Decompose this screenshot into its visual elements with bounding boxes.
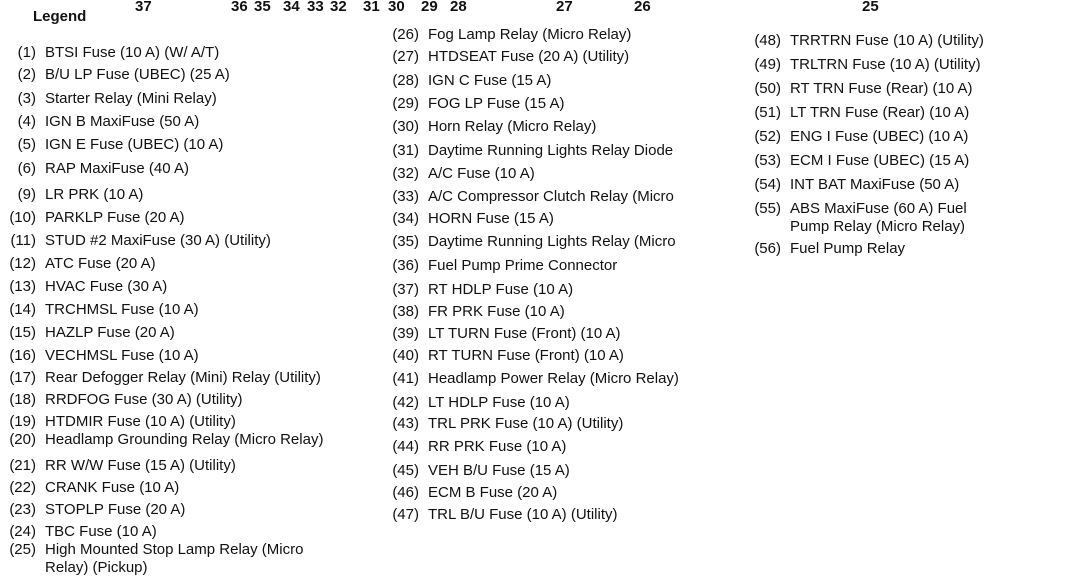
legend-item-number: (26) [392,26,419,43]
legend-item-label: ATC Fuse (20 A) [45,255,156,272]
legend-item-number: (38) [392,303,419,320]
legend-item-number: (55) [754,200,781,217]
legend-item [0,255,156,273]
legend-item-label: HORN Fuse (15 A) [428,210,554,227]
legend-item [745,56,981,74]
callout-number: 29 [421,0,438,15]
legend-item [383,142,673,160]
legend-item-label: ABS MaxiFuse (60 A) Fuel [790,200,967,217]
legend-item [0,301,199,319]
legend-item [383,95,564,113]
legend-item-label: RT TRN Fuse (Rear) (10 A) [790,80,973,97]
callout-number: 25 [862,0,879,15]
legend-item-label: TRL B/U Fuse (10 A) (Utility) [428,506,618,523]
legend-item-number: (49) [754,56,781,73]
callout-number: 32 [330,0,347,15]
legend-item-label: HTDMIR Fuse (10 A) (Utility) [45,413,236,430]
legend-item-number: (25) [9,541,36,558]
legend-item [745,80,973,98]
legend-item-number: (32) [392,165,419,182]
legend-item-label: IGN B MaxiFuse (50 A) [45,113,200,130]
legend-item-label: FR PRK Fuse (10 A) [428,303,565,320]
callout-number: 36 [231,0,248,15]
legend-item-label: IGN C Fuse (15 A) [428,72,552,89]
legend-item [0,391,243,409]
legend-item-label: TBC Fuse (10 A) [45,523,157,540]
legend-item-label: CRANK Fuse (10 A) [45,479,180,496]
legend-item [383,370,679,388]
callout-number: 35 [254,0,271,15]
callout-number: 28 [450,0,467,15]
legend-item-number: (1) [17,44,36,61]
callout-number: 27 [556,0,573,15]
legend-item [0,541,303,577]
legend-item-label: LT TURN Fuse (Front) (10 A) [428,325,621,342]
legend-item [383,347,624,365]
legend-item-label: TRLTRN Fuse (10 A) (Utility) [790,56,981,73]
legend-item-label-continued: Relay) (Pickup) [45,559,148,576]
legend-item-number: (5) [17,136,36,153]
legend-item [0,457,236,475]
legend-item [0,278,167,296]
legend-item-label: PARKLP Fuse (20 A) [45,209,185,226]
legend-item [745,200,967,236]
legend-item-label: B/U LP Fuse (UBEC) (25 A) [45,66,230,83]
legend-item-number: (46) [392,484,419,501]
legend-item-number: (52) [754,128,781,145]
legend-item-label: High Mounted Stop Lamp Relay (Micro [45,541,304,558]
legend-item-number: (11) [10,232,36,249]
legend-item-number: (39) [392,325,419,342]
legend-item-number: (56) [754,240,781,257]
legend-item-number: (4) [17,113,36,130]
legend-item-label: LT TRN Fuse (Rear) (10 A) [790,104,970,121]
callout-number: 33 [307,0,324,15]
legend-item-number: (45) [392,462,419,479]
legend-item-label: STOPLP Fuse (20 A) [45,501,186,518]
legend-item-label: ECM B Fuse (20 A) [428,484,558,501]
legend-item-number: (15) [9,324,36,341]
legend-item-label: BTSI Fuse (10 A) (W/ A/T) [45,44,220,61]
legend-item-number: (24) [9,523,36,540]
legend-item-label: ENG I Fuse (UBEC) (10 A) [790,128,969,145]
legend-item-label: RR PRK Fuse (10 A) [428,438,567,455]
legend-item-number: (48) [754,32,781,49]
legend-item [0,324,175,342]
legend-item-label: RRDFOG Fuse (30 A) (Utility) [45,391,243,408]
legend-item [0,523,157,541]
legend-item-number: (35) [392,233,419,250]
legend-item-label: Rear Defogger Relay (Mini) Relay (Utility) [45,369,321,386]
legend-item-label: IGN E Fuse (UBEC) (10 A) [45,136,224,153]
legend-item-number: (36) [392,257,419,274]
callout-number: 30 [388,0,405,15]
legend-item-number: (18) [9,391,36,408]
legend-item [383,210,554,228]
legend-item-label: RAP MaxiFuse (40 A) [45,160,189,177]
legend-item [0,186,143,204]
legend-item [383,165,535,183]
legend-item-label: VECHMSL Fuse (10 A) [45,347,199,364]
legend-item-number: (51) [754,104,781,121]
legend-item [0,232,271,250]
legend-item-number: (27) [392,48,419,65]
legend-item-label: FOG LP Fuse (15 A) [428,95,565,112]
legend-item-label: Fuel Pump Relay [790,240,906,257]
legend-item-number: (23) [9,501,36,518]
legend-item [0,44,219,62]
legend-item [383,394,570,412]
legend-item-label: Fuel Pump Prime Connector [428,257,618,274]
legend-item [0,160,189,178]
legend-item-number: (54) [754,176,781,193]
legend-item [0,90,217,108]
legend-item-number: (12) [9,255,36,272]
legend-item-number: (33) [392,188,419,205]
legend-item [383,484,557,502]
legend-item-number: (47) [392,506,419,523]
legend-item-number: (6) [17,160,36,177]
legend-item-label: ECM I Fuse (UBEC) (15 A) [790,152,970,169]
legend-item-number: (37) [392,281,419,298]
legend-item-label: Daytime Running Lights Relay (Micro [428,233,676,250]
legend-item-number: (21) [9,457,36,474]
legend-item-label: Headlamp Power Relay (Micro Relay) [428,370,679,387]
legend-item-number: (3) [17,90,36,107]
legend-item [383,233,676,251]
legend-item-label: A/C Fuse (10 A) [428,165,535,182]
legend-item [0,369,321,387]
legend-item-label: TRCHMSL Fuse (10 A) [45,301,199,318]
legend-item [0,431,323,449]
legend-item [383,325,621,343]
legend-item [0,501,185,519]
legend-item [383,257,617,275]
legend-item-number: (10) [9,209,36,226]
legend-item-label: STUD #2 MaxiFuse (30 A) (Utility) [45,232,271,249]
legend-item-label: RT TURN Fuse (Front) (10 A) [428,347,624,364]
legend-item [0,113,199,131]
legend-item [383,48,629,66]
legend-item-number: (16) [9,347,36,364]
legend-item [745,152,969,170]
legend-item-label: HVAC Fuse (30 A) [45,278,168,295]
legend-item-number: (20) [9,431,36,448]
legend-item [745,176,959,194]
legend-item-label: INT BAT MaxiFuse (50 A) [790,176,960,193]
legend-item-number: (50) [754,80,781,97]
legend-item-number: (22) [9,479,36,496]
legend-item-label: Headlamp Grounding Relay (Micro Relay) [45,431,324,448]
legend-item-number: (44) [392,438,419,455]
legend-item-number: (29) [392,95,419,112]
callout-number: 26 [634,0,651,15]
legend-item-label: LR PRK (10 A) [45,186,144,203]
legend-item [0,136,223,154]
legend-item-label: Fog Lamp Relay (Micro Relay) [428,26,632,43]
legend-item-number: (30) [392,118,419,135]
legend-item-label-continued: Pump Relay (Micro Relay) [790,218,966,235]
legend-item [383,188,674,206]
legend-item-label: TRL PRK Fuse (10 A) (Utility) [428,415,624,432]
legend-item-label: Starter Relay (Mini Relay) [45,90,217,107]
legend-item [383,118,596,136]
legend-item-label: RR W/W Fuse (15 A) (Utility) [45,457,236,474]
legend-item [383,506,617,524]
legend-item [0,413,236,431]
legend-item [745,104,969,122]
legend-item [383,281,573,299]
callout-number: 34 [283,0,300,15]
legend-item-number: (14) [9,301,36,318]
legend-item-label: Daytime Running Lights Relay Diode [428,142,674,159]
legend-item-number: (53) [754,152,781,169]
legend-item-number: (9) [17,186,36,203]
legend-item [383,462,570,480]
legend-item [0,479,179,497]
legend-item [745,32,984,50]
legend-item-label: Horn Relay (Micro Relay) [428,118,597,135]
legend-item-number: (19) [9,413,36,430]
legend-item-label: LT HDLP Fuse (10 A) [428,394,570,411]
callout-number: 37 [135,0,152,15]
legend-item-number: (2) [17,66,36,83]
legend-item [383,72,551,90]
legend-item-number: (34) [392,210,419,227]
legend-item-number: (17) [9,369,36,386]
legend-item-number: (13) [9,278,36,295]
legend-item [383,438,566,456]
legend-item [383,415,623,433]
legend-item [745,128,968,146]
legend-title: Legend [33,8,87,25]
legend-item [745,240,905,258]
legend-item [0,347,199,365]
legend-item-label: HAZLP Fuse (20 A) [45,324,175,341]
legend-item [383,303,565,321]
legend-item-label: A/C Compressor Clutch Relay (Micro [428,188,674,205]
legend-item [0,66,230,84]
legend-item [0,209,185,227]
legend-item-label: HTDSEAT Fuse (20 A) (Utility) [428,48,630,65]
legend-item-number: (28) [392,72,419,89]
legend-item-number: (42) [392,394,419,411]
legend-item-label: VEH B/U Fuse (15 A) [428,462,570,479]
callout-number: 31 [363,0,380,15]
legend-item-number: (31) [392,142,419,159]
legend-item-number: (40) [392,347,419,364]
legend-item-number: (43) [392,415,419,432]
legend-item-label: TRRTRN Fuse (10 A) (Utility) [790,32,984,49]
legend-item [383,26,631,44]
legend-item-label: RT HDLP Fuse (10 A) [428,281,574,298]
legend-item-number: (41) [392,370,419,387]
